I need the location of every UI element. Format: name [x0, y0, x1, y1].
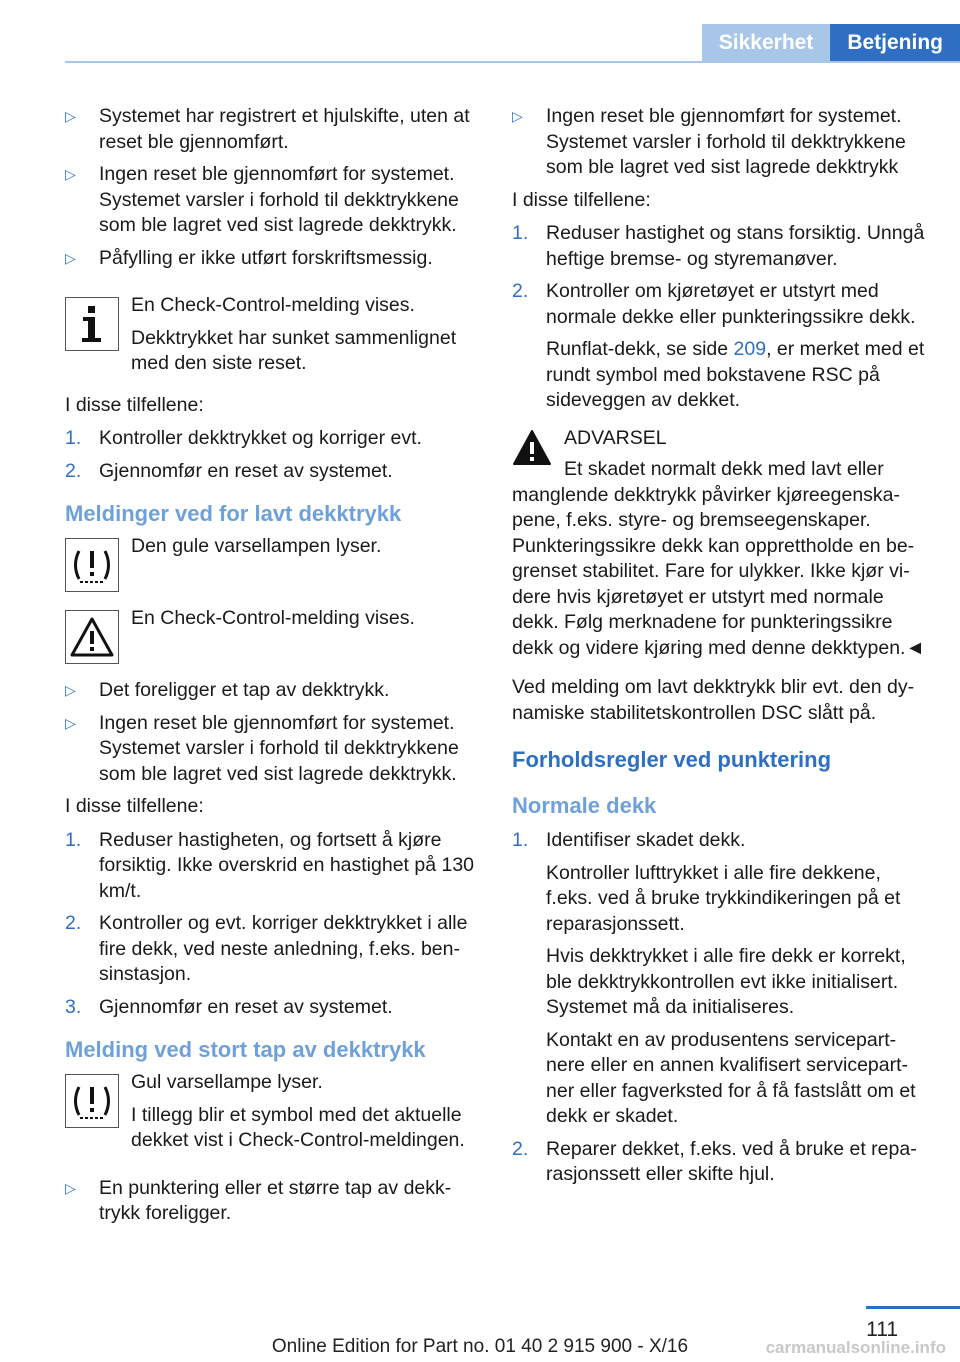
- tab-sikkerhet[interactable]: Sikkerhet: [702, 24, 831, 62]
- list-item: ▷ Påfylling er ikke utført forskriftsmessig.: [65, 246, 480, 272]
- warning-body: manglende dekktrykk påvirker kjøreegenskapene, f.eks. styre- og bremseegenskaper. Punkteringssikre dekk kan opprettholde en begrenset stabilitet. Fare for ulykker. Ikke kjør videre hvis kjøretøyet er utstyrt med normale dekk. Følg merknadene for punkteringssikre dekk og videre kjøring med denne dekktypen.◄: [512, 483, 925, 659]
- list-item: ▷ Det foreligger et tap av dekktrykk.: [65, 678, 480, 704]
- bullet-triangle-icon: ▷: [65, 1179, 76, 1196]
- info-icon: [65, 297, 119, 351]
- warning-triangle-icon: [512, 428, 552, 468]
- tire-pressure-warning-icon: [65, 1074, 119, 1128]
- info-text: Dekktrykket har sunket sammenlignet med den siste reset.: [131, 326, 457, 374]
- list-item: ▷ Systemet har registrert et hjulskifte, uten at reset ble gjennomført.: [65, 105, 470, 153]
- watermark: carmanualsonline.info: [765, 1338, 946, 1357]
- tpms-text: I tillegg blir et symbol med det aktuelle dekket vist i Check-Control-meldingen.: [131, 1103, 465, 1151]
- bullet-triangle-icon: ▷: [65, 249, 76, 266]
- left-column: [65, 104, 480, 1234]
- header-divider: [65, 61, 960, 63]
- list-item: ▷ Ingen reset ble gjennomført for systemet. Systemet varsler i forhold til dekktrykkene som ble lagret ved sist lagrede dekktrykk.: [65, 711, 459, 785]
- numbered-item: 1. Reduser hastigheten, og fortsett å kjøre forsiktig. Ikke overskrid en hastighet på 130 km/t.: [65, 828, 475, 902]
- footer-accent-line: [866, 1306, 960, 1309]
- numbered-item: 1. Kontroller dekktrykket og korriger evt.: [65, 427, 422, 449]
- warning-text: En Check-Control-melding vises.: [131, 607, 415, 629]
- numbered-item: 2. Gjennomfør en reset av systemet.: [65, 459, 393, 482]
- warning-notice: [65, 606, 480, 662]
- info-text: En Check-Control-melding vises.: [131, 294, 415, 316]
- cases-label: I disse tilfellene:: [512, 188, 651, 211]
- tpms-text: Den gule varsellampen lyser.: [131, 535, 382, 557]
- numbered-item: 1. Identifiser skadet dekk. Kontroller lufttrykket i alle fire dekkene, f.eks. ved å bruke trykkindikeringen på et reparasjonssett. Hvis dekktrykket i alle fire dekk er korrekt, ble dekktrykkontrollen evt ikke initialisert. Systemet må da initialiseres. Kontakt en av produsentens servicepartnere eller en annen kvalifisert servicepartner eller fagverksted for å få fastslått om et dekk er skadet.: [512, 828, 927, 1130]
- bullet-triangle-icon: ▷: [65, 108, 76, 124]
- list-item: ▷ Ingen reset ble gjennomført for systemet. Systemet varsler i forhold til dekktrykkene som ble lagret ved sist lagrede dekktrykk: [512, 105, 906, 178]
- bullet-triangle-icon: ▷: [65, 682, 76, 698]
- page-number: 111: [866, 1318, 898, 1341]
- list-item: ▷ En punktering eller et større tap av dekktrykk foreligger.: [65, 1176, 452, 1224]
- step-detail: Hvis dekktrykket i alle fire dekk er korrekt, ble dekktrykkontrollen evt ikke initialisert. Systemet må da initialiseres.: [546, 945, 906, 1018]
- numbered-item: 2. Reparer dekket, f.eks. ved å bruke et reparasjonssett eller skifte hjul.: [512, 1137, 917, 1185]
- page-link[interactable]: 209: [733, 338, 767, 360]
- tpms-text: Gul varsellampe lyser.: [131, 1071, 323, 1093]
- cases-label: I disse tilfellene:: [65, 393, 204, 416]
- section-heading: Forholdsregler ved punktering: [512, 747, 832, 772]
- right-column: [512, 104, 927, 1195]
- tpms-notice: [65, 534, 480, 590]
- paragraph: Ved melding om lavt dekktrykk blir evt. den dynamiske stabilitetskontrollen DSC slått på.: [512, 676, 915, 724]
- cases-label: I disse tilfellene:: [65, 795, 204, 817]
- tire-pressure-warning-icon: [65, 538, 119, 592]
- tpms-notice: [65, 1070, 480, 1154]
- list-item: ▷ Ingen reset ble gjennomført for systemet. Systemet varsler i forhold til dekktrykkene som ble lagret ved sist lagrede dekktrykk.: [65, 163, 459, 236]
- subsection-heading: Normale dekk: [512, 793, 657, 818]
- runflat-note: Runflat-dekk, se side 209, er merket med et rundt symbol med bokstavene RSC på sideveggen av dekket.: [546, 338, 925, 411]
- bullet-triangle-icon: ▷: [65, 714, 76, 731]
- warning-block: [512, 426, 927, 662]
- numbered-item: 3. Gjennomfør en reset av systemet.: [65, 995, 393, 1018]
- step-detail: Kontakt en av produsentens servicepartnere eller en annen kvalifisert servicepartner eller fagverksted for å få fastslått om et dekk er skadet.: [546, 1028, 916, 1127]
- edition-footer: Online Edition for Part no. 01 40 2 915 900 - X/16: [271, 1336, 689, 1357]
- bullet-triangle-icon: ▷: [512, 108, 523, 124]
- numbered-item: 2. Kontroller og evt. korriger dekktrykket i alle fire dekk, ved neste anledning, f.eks. bensinstasjon.: [65, 912, 468, 985]
- step-detail: Kontroller lufttrykket i alle fire dekkene, f.eks. ved å bruke trykkindikeringen på et reparasjonssett.: [546, 861, 901, 935]
- warning-triangle-icon: [65, 610, 119, 664]
- numbered-item: 2. Kontroller om kjøretøyet er utstyrt med normale dekke eller punkteringssikre dekk. Runflat-dekk, se side 209, er merket med et rundt symbol med bokstavene RSC på sideveggen av dekket.: [512, 279, 927, 414]
- info-notice: [65, 293, 480, 377]
- warning-lead: Et skadet normalt dekk med lavt eller: [564, 458, 884, 480]
- bullet-triangle-icon: ▷: [65, 166, 76, 182]
- tab-betjening[interactable]: Betjening: [830, 24, 960, 62]
- warning-title: ADVARSEL: [564, 426, 667, 449]
- numbered-item: 1. Reduser hastighet og stans forsiktig. Unngå heftige bremse- og styremanøver.: [512, 222, 925, 270]
- section-heading: Melding ved stort tap av dekktrykk: [65, 1037, 426, 1062]
- section-heading: Meldinger ved for lavt dekktrykk: [65, 501, 402, 526]
- section-nav: [702, 24, 960, 62]
